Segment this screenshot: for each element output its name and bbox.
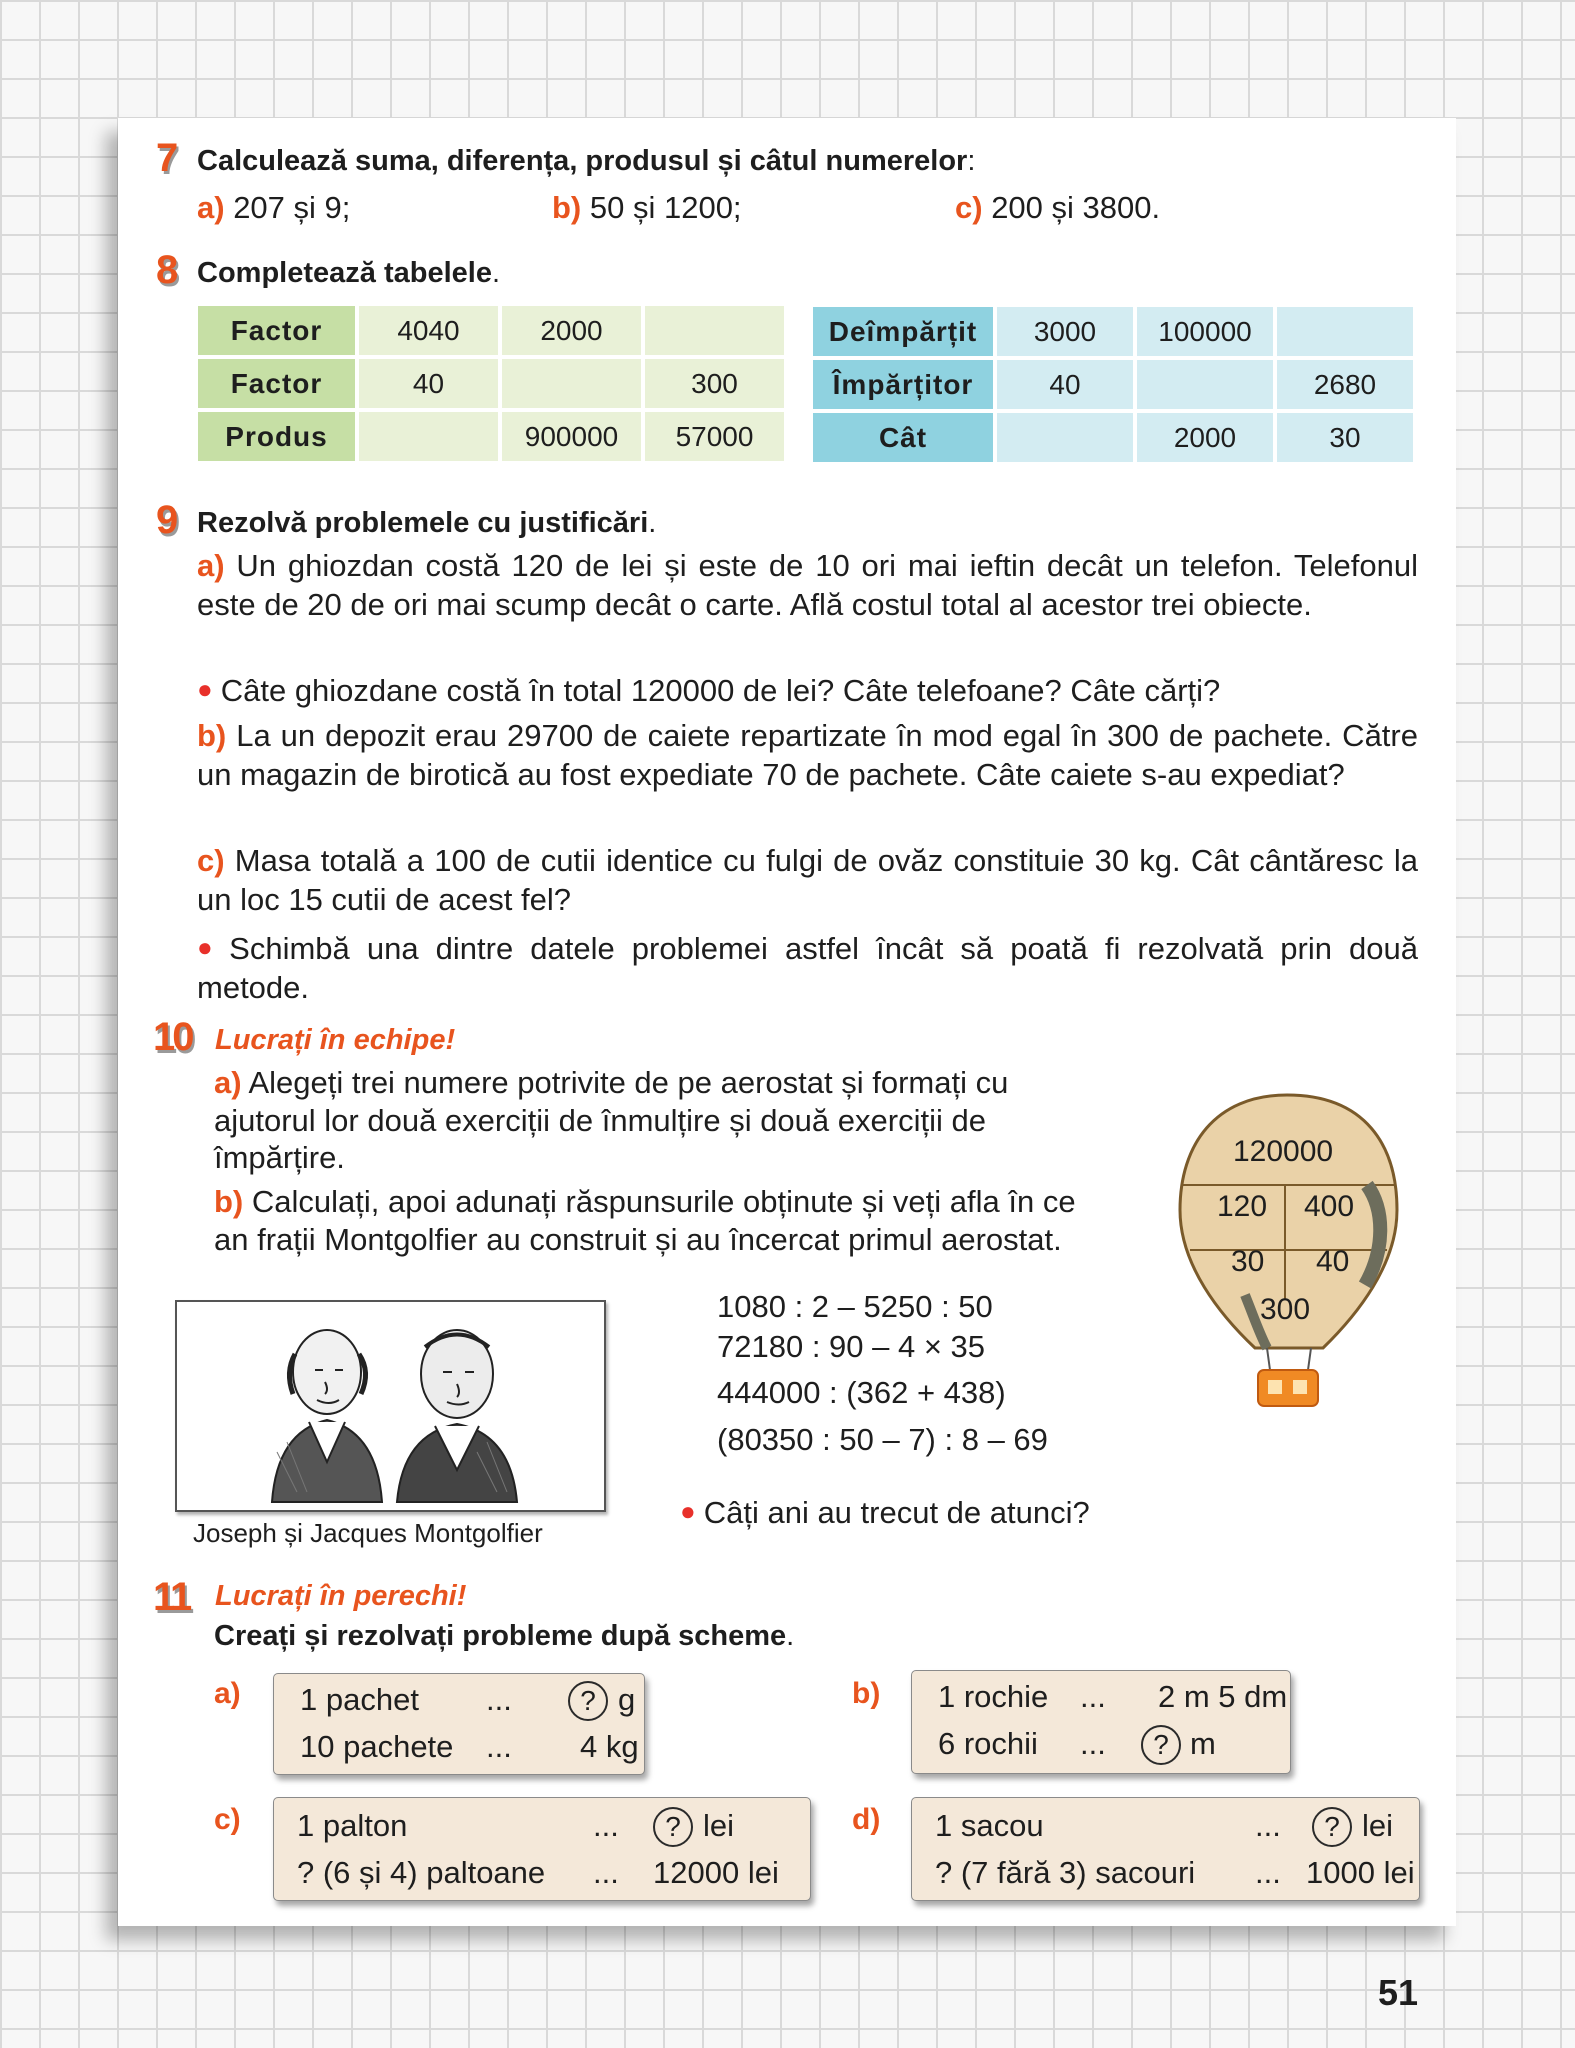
table-cell-empty[interactable]	[359, 412, 498, 461]
scheme-c-box	[273, 1797, 811, 1901]
balloon-number-mid-right: 400	[1304, 1190, 1355, 1223]
table-cell: 900000	[502, 412, 641, 461]
exercise-10-number: 10	[153, 1015, 192, 1059]
table-cell: 57000	[645, 412, 784, 461]
exercise-7-item-b: b) 50 și 1200;	[552, 190, 742, 225]
unknown-value-circle: ?	[568, 1681, 608, 1721]
scheme-row: 1 pachet ... ? g	[300, 1684, 419, 1715]
exercise-7-item-c: c) 200 și 3800.	[955, 190, 1161, 225]
montgolfier-portrait-image	[175, 1300, 606, 1512]
portrait-illustration-icon	[177, 1302, 604, 1510]
bullet-icon: ●	[680, 1496, 696, 1526]
bullet-icon: ●	[197, 674, 213, 704]
table-header-cell: Deîmpărțit	[813, 307, 993, 356]
exercise-8-number: 8	[156, 248, 176, 292]
exercise-10-task-b: b) Calculați, apoi adunați răspunsurile obținute și veți afla în ce an frații Montgolfier au construit și au încercat primul aerostat.	[214, 1184, 1076, 1257]
table-cell-empty[interactable]	[502, 359, 641, 408]
table-row	[198, 412, 784, 461]
exercise-9-bullet-2: ● Schimbă una dintre datele problemei astfel încât să poată fi rezolvată prin două metode.	[197, 931, 1418, 1005]
scheme-d-box	[911, 1797, 1420, 1901]
table-row	[813, 413, 1413, 462]
exercise-9-problem-c: c) Masa totală a 100 de cutii identice cu fulgi de ovăz constituie 30 kg. Cât cântăresc la un loc 15 cutii de acest fel?	[197, 843, 1418, 917]
exercise-9-problem-b: b) La un depozit erau 29700 de caiete repartizate în mod egal în 300 de pachete. Către un magazin de birotică au fost expediate 70 de pachete. Câte caiete s-au expediat?	[197, 718, 1418, 792]
table-row	[198, 359, 784, 408]
scheme-row: ? (6 și 4) paltoane ... 12000 lei	[297, 1855, 779, 1890]
table-cell: 2000	[1137, 413, 1273, 462]
table-cell: 3000	[997, 307, 1133, 356]
scheme-row: 10 pachete ... 4 kg	[300, 1729, 639, 1764]
scheme-a-box	[273, 1673, 645, 1775]
table-header-cell: Factor	[198, 359, 355, 408]
table-cell-empty[interactable]	[1137, 360, 1273, 409]
table-cell: 2680	[1277, 360, 1413, 409]
unknown-value-circle: ?	[1312, 1807, 1352, 1847]
exercise-7-title: Calculează suma, diferența, produsul și câtul numerelor:	[197, 145, 976, 177]
expression-3: 444000 : (362 + 438)	[717, 1375, 1006, 1410]
exercise-11-subtitle: Creați și rezolvați probleme după scheme.	[214, 1620, 795, 1652]
table-cell: 2000	[502, 306, 641, 355]
table-row	[813, 307, 1413, 356]
exercise-7-item-a: a) 207 și 9;	[197, 190, 351, 225]
scheme-c-label: c)	[214, 1803, 241, 1836]
balloon-number-low-right: 40	[1316, 1245, 1350, 1278]
exercise-11-title: Lucrați în perechi!	[215, 1580, 467, 1612]
expression-1: 1080 : 2 – 5250 : 50	[717, 1289, 993, 1324]
exercise-11-number: 11	[153, 1575, 190, 1619]
exercise-7-number: 7	[156, 136, 176, 180]
table-cell: 4040	[359, 306, 498, 355]
balloon-number-top: 120000	[1233, 1135, 1334, 1168]
scheme-row: 1 rochie ... 2 m 5 dm	[938, 1679, 1288, 1714]
page-number: 51	[1378, 1972, 1419, 2013]
exercise-9-bullet-1: ● Câte ghiozdane costă în total 120000 de lei? Câte telefoane? Câte cărți?	[197, 673, 1221, 708]
scheme-row: 1 palton ... ? lei	[297, 1810, 407, 1841]
balloon-number-bottom: 300	[1260, 1293, 1311, 1326]
table-cell-empty[interactable]	[997, 413, 1133, 462]
unknown-value-circle: ?	[1141, 1725, 1181, 1765]
table-cell-empty[interactable]	[1277, 307, 1413, 356]
portrait-caption: Joseph și Jacques Montgolfier	[193, 1518, 543, 1548]
table-cell: 30	[1277, 413, 1413, 462]
exercise-10-bullet: ● Câți ani au trecut de atunci?	[680, 1495, 1090, 1530]
expression-2: 72180 : 90 – 4 × 35	[717, 1329, 986, 1364]
exercise-10-title: Lucrați în echipe!	[215, 1024, 456, 1056]
multiplication-table	[194, 302, 788, 465]
table-cell: 300	[645, 359, 784, 408]
scheme-b-box	[911, 1670, 1291, 1774]
scheme-row: ? (7 fără 3) sacouri ... 1000 lei	[935, 1855, 1415, 1890]
exercise-9-problem-a: a) Un ghiozdan costă 120 de lei și este de 10 ori mai ieftin decât un telefon. Telefonul este de 20 de ori mai scump decât o carte. Află costul total al acestor trei obiecte.	[197, 548, 1418, 622]
scheme-b-label: b)	[852, 1677, 881, 1710]
unknown-value-circle: ?	[653, 1807, 693, 1847]
table-cell: 100000	[1137, 307, 1273, 356]
scheme-row: 6 rochii ... ? m	[938, 1728, 1038, 1759]
balloon-number-mid-left: 120	[1217, 1190, 1268, 1223]
exercise-9-number: 9	[156, 498, 176, 542]
table-row	[198, 306, 784, 355]
exercise-8-title: Completează tabelele.	[197, 257, 501, 289]
table-header-cell: Produs	[198, 412, 355, 461]
table-cell: 40	[997, 360, 1133, 409]
division-table	[809, 303, 1417, 466]
table-header-cell: Factor	[198, 306, 355, 355]
exercise-10-task-a: a) Alegeți trei numere potrivite de pe aerostat și formați cu ajutorul lor două exerciții de înmulțire și două exerciții de împărțire.	[214, 1065, 1009, 1175]
table-cell: 40	[359, 359, 498, 408]
expression-4: (80350 : 50 – 7) : 8 – 69	[717, 1422, 1048, 1457]
exercise-9-title: Rezolvă problemele cu justificări.	[197, 507, 657, 539]
table-header-cell: Împărțitor	[813, 360, 993, 409]
scheme-d-label: d)	[852, 1803, 881, 1836]
table-row	[813, 360, 1413, 409]
table-cell-empty[interactable]	[645, 306, 784, 355]
bullet-icon: ●	[197, 932, 222, 962]
scheme-row: 1 sacou ... ? lei	[935, 1810, 1044, 1841]
table-header-cell: Cât	[813, 413, 993, 462]
scheme-a-label: a)	[214, 1677, 241, 1710]
balloon-number-low-left: 30	[1231, 1245, 1265, 1278]
